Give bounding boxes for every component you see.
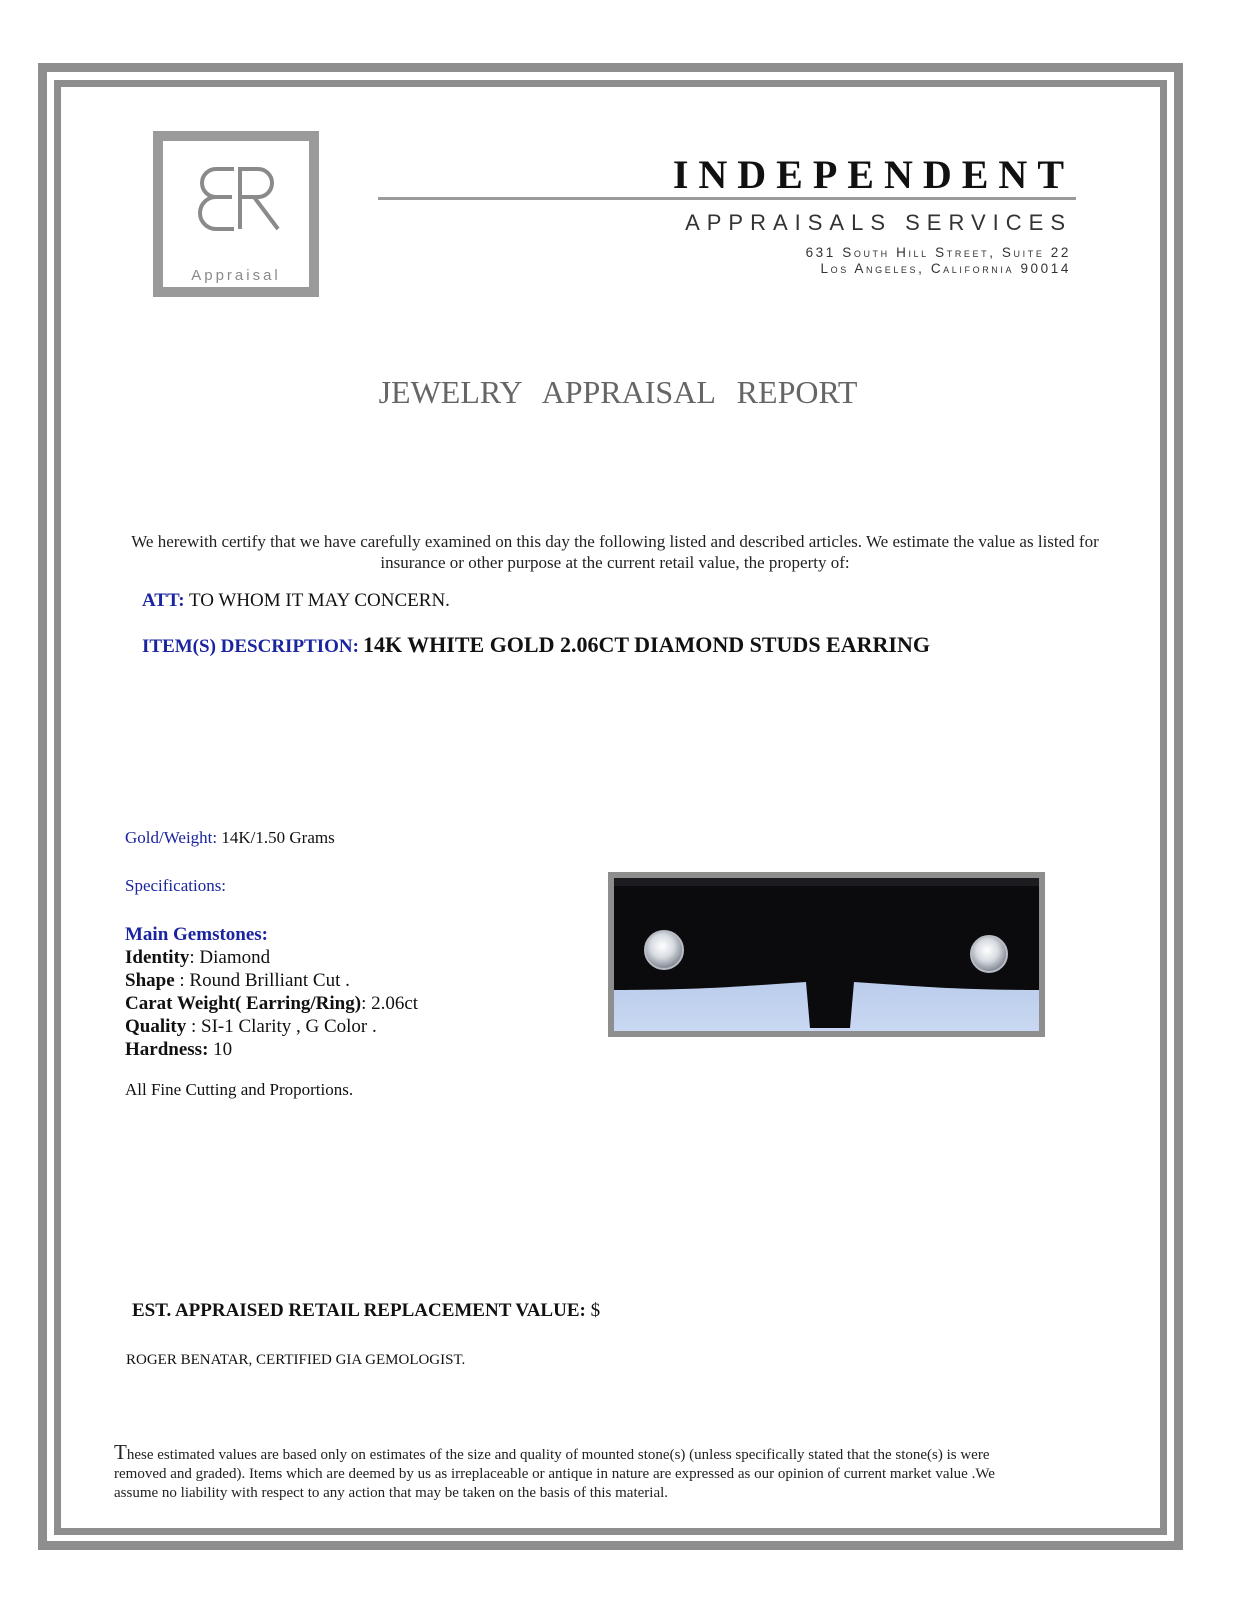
estimated-value-currency: $ — [590, 1300, 601, 1321]
earring-photo — [608, 872, 1045, 1037]
company-address — [806, 245, 1071, 277]
gemologist-signature: ROGER BENATAR, CERTIFIED GIA GEMOLOGIST. — [126, 1352, 466, 1368]
hardness-value: 10 — [208, 1039, 233, 1060]
address-line-2: Los Angeles, California 90014 — [820, 261, 1071, 276]
shape-value: : Round Brilliant Cut . — [174, 970, 350, 991]
disclaimer — [114, 1440, 1034, 1503]
report-title: JEWELRY APPRAISAL REPORT — [378, 374, 858, 410]
quality-row — [125, 1015, 418, 1038]
certification-statement: We herewith certify that we have carefully examined on this day the following listed and described articles. We estimate the value as listed for insurance or other purpose at the current retail value, the property of: — [131, 532, 1099, 572]
hardness-label: Hardness: — [125, 1039, 209, 1060]
address-line-1: 631 South Hill Street, Suite 22 — [805, 245, 1071, 260]
carat-row — [125, 992, 418, 1015]
disclaimer-initial: T — [114, 1440, 127, 1464]
attention-line — [142, 590, 450, 612]
header-rule — [378, 197, 1076, 200]
company-name: INDEPENDENT — [672, 152, 1074, 197]
hardness-row — [125, 1038, 418, 1061]
gemstones-heading: Main Gemstones: — [125, 924, 269, 945]
disclaimer-text: hese estimated values are based only on estimates of the size and quality of mounted stone(s) (unless specifically stated that the stone(s) is were removed and graded). Items which are deemed by us as irreplaceable or antique in nature are expressed as our opinion of current market value .We assume no liability with respect to any action that may be taken on the basis of this material. — [114, 1447, 995, 1501]
earring-photo-image — [614, 878, 1039, 1031]
att-value: TO WHOM IT MAY CONCERN. — [189, 590, 450, 611]
quality-label: Quality — [125, 1016, 187, 1037]
item-description-value: 14K WHITE GOLD 2.06CT DIAMOND STUDS EARRING — [362, 632, 930, 657]
logo-text: Appraisal — [191, 267, 281, 284]
item-description — [142, 632, 930, 658]
quality-value: : SI-1 Clarity , G Color . — [186, 1016, 377, 1037]
fine-cutting-note: All Fine Cutting and Proportions. — [125, 1080, 354, 1099]
carat-value: : 2.06ct — [361, 993, 419, 1014]
shape-row — [125, 969, 418, 992]
estimated-value — [132, 1300, 600, 1322]
gemstone-details — [125, 923, 418, 1061]
right-diamond-icon — [971, 936, 1007, 972]
item-description-label: ITEM(S) DESCRIPTION: — [142, 636, 359, 657]
gold-weight — [125, 828, 335, 848]
carat-label: Carat Weight( Earring/Ring) — [125, 993, 362, 1014]
att-label: ATT: — [142, 590, 185, 611]
identity-value: : Diamond — [189, 947, 271, 968]
br-monogram-icon — [188, 161, 288, 241]
gold-weight-value: 14K/1.50 Grams — [221, 828, 335, 847]
gold-weight-label: Gold/Weight: — [125, 828, 218, 847]
left-diamond-icon — [645, 931, 683, 969]
specifications-label: Specifications: — [125, 876, 227, 895]
estimated-value-label: EST. APPRAISED RETAIL REPLACEMENT VALUE: — [132, 1300, 586, 1321]
identity-label: Identity — [125, 947, 190, 968]
logo — [153, 131, 319, 297]
shape-label: Shape — [125, 970, 175, 991]
identity-row — [125, 946, 418, 969]
company-subtitle: APPRAISALS SERVICES — [685, 210, 1072, 235]
